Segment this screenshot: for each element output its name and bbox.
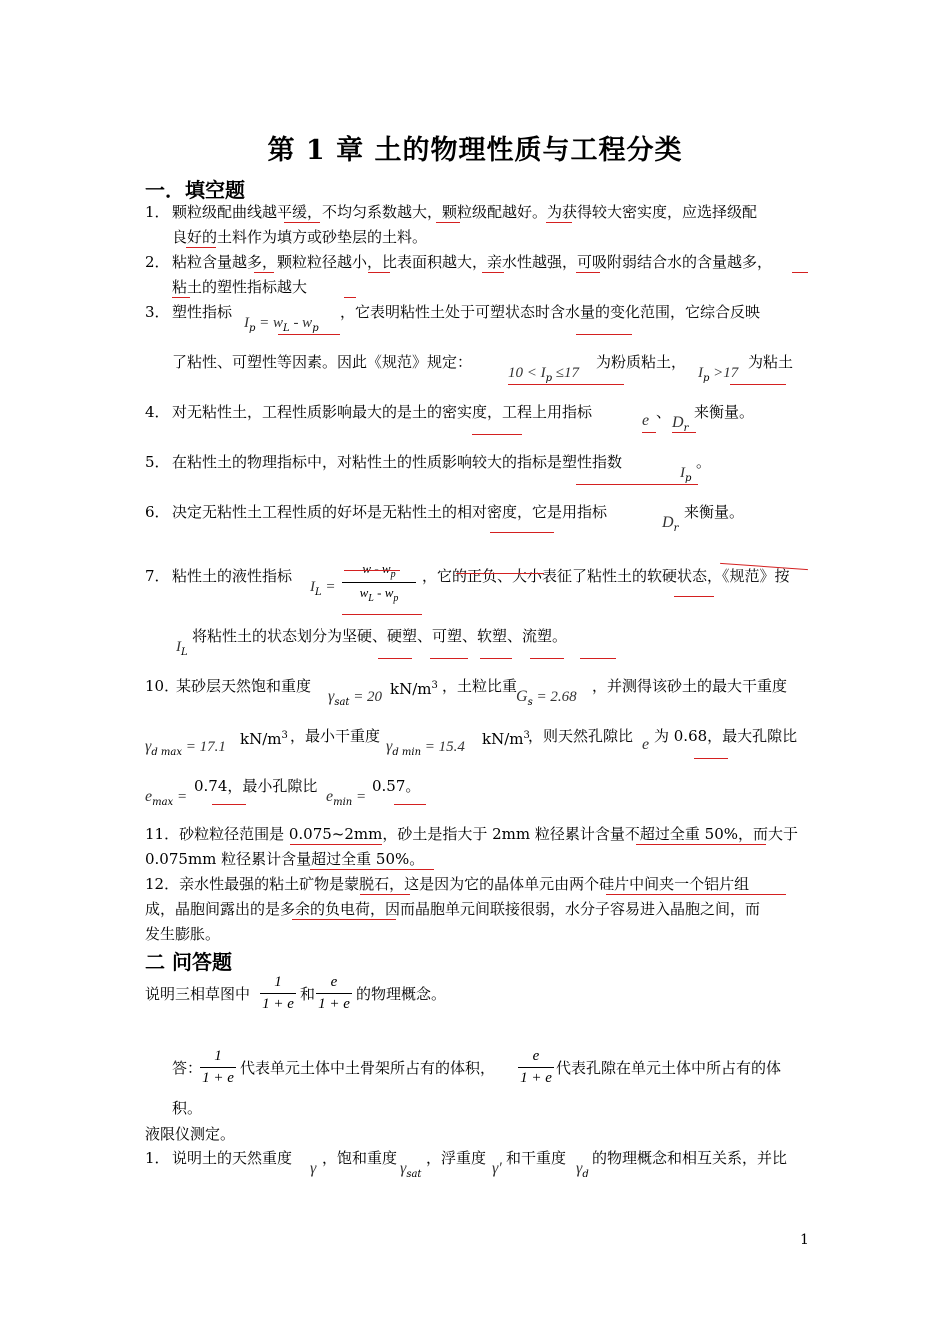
chapter-title: 第 1 章 土的物理性质与工程分类 (267, 135, 683, 166)
unit-weight-symbol: γ (310, 1160, 317, 1177)
answer-underline (378, 658, 412, 659)
q6-number: 6． (145, 503, 170, 521)
q3-text-a: 塑性指标 (172, 303, 233, 321)
q3-number: 3． (145, 303, 170, 321)
q10-specific-gravity: $G_s = 2.68$ (516, 688, 577, 708)
answer-underline (792, 272, 808, 273)
answer-underline (694, 758, 728, 759)
answer-underline (576, 272, 600, 273)
q3-text-b: ，它表明粘性土处于可塑状态时含水量的变化范围，它综合反映 (340, 303, 761, 321)
q1-line1: 颗粒级配曲线越平缓，不均匀系数越大，颗粒级配越好。为获得较大密实度，应选择级配 (172, 203, 758, 221)
q10-unit-1: $kN/m^3$ (390, 680, 438, 698)
q10-text-h: 0.57。 (372, 777, 421, 795)
q10-max-void-ratio: $e_{max}$ = (145, 788, 188, 808)
q5-text-a: 在粘性土的物理指标中，对粘性土的性质影响较大的指标是塑性指数 (172, 453, 623, 471)
answer-underline (368, 272, 390, 273)
q1b-text-e: 的物理概念和相互关系，并比 (592, 1149, 788, 1167)
q3-text-e: 为粘土 (748, 353, 794, 371)
q2-line1: 粘粒含量越多，颗粒粒径越小，比表面积越大，亲水性越强，可吸附弱结合水的含量越多， (172, 253, 773, 271)
q10-unit-3: $kN/m^3$ (482, 730, 530, 748)
q11-line2: 0.075mm 粒径累计含量超过全重 50%。 (145, 850, 425, 868)
strike-line (456, 573, 544, 574)
plasticity-index-formula: $I_p = w_L - w_p$ (244, 315, 319, 334)
q7-liquidity-index: $I_L$ = (310, 579, 336, 598)
q7-index-il: $I_L$ (176, 639, 188, 658)
answer-underline (730, 384, 786, 385)
answer-text-c: 代表孔隙在单元土体中所占有的体 (556, 1059, 782, 1077)
q1b-text-d: 和干重度 (506, 1149, 567, 1167)
q5-number: 5． (145, 453, 170, 471)
saturated-weight-symbol: $\gamma_{sat}$ (400, 1160, 422, 1180)
answer-underline (284, 222, 320, 223)
q10-number: 10． (145, 677, 180, 695)
answer-underline (360, 894, 410, 895)
q11-line1: 11．砂粒粒径范围是 0.075~2mm，砂土是指大于 2mm 粒径累计含量不超过全重 50%，而大于 (145, 825, 798, 843)
answer-underline (636, 844, 766, 845)
q4-index-e: e (642, 412, 650, 429)
answer-underline (430, 658, 468, 659)
qa-text-a: 说明三相草图中 (145, 985, 251, 1003)
answer-underline (186, 247, 216, 248)
q5-plasticity-index: $I_p$ (680, 465, 692, 484)
silty-clay-range-formula: $10 < I_p \le 17$ (508, 365, 580, 384)
q6-text-a: 决定无粘性土工程性质的好坏是无粘性土的相对密度，它是用指标 (172, 503, 608, 521)
q4-sep: 、 (656, 403, 672, 421)
answer-underline (292, 919, 396, 920)
q1-number: 1． (145, 203, 170, 221)
answer-underline (394, 804, 426, 805)
q5-text-b: 。 (696, 453, 712, 471)
answer-underline (342, 614, 422, 615)
fraction-e-over-1pe: e 1 + e (316, 974, 352, 1013)
q10-text-c: ，并测得该砂土的最大干重度 (592, 677, 788, 695)
fraction-1-over-1pe: 1 1 + e (200, 1048, 236, 1087)
strike-line (344, 570, 400, 571)
answer-underline (344, 297, 356, 298)
answer-underline (576, 484, 698, 485)
q2-line2: 粘土的塑性指标越大 (172, 278, 308, 296)
q1b-text-c: ，浮重度 (426, 1149, 487, 1167)
page-number: 1 (800, 1232, 809, 1248)
q12-line3: 发生膨胀。 (145, 925, 221, 943)
answer-text-b: 代表单元土体中土骨架所占有的体积， (240, 1059, 496, 1077)
q10-max-dry-weight: $\gamma_{d max} = 17.1$ (145, 738, 226, 758)
q1b-text-b: ，饱和重度 (322, 1149, 398, 1167)
answer-underline (212, 804, 246, 805)
section-heading-fill-blank: 一．填空题 (145, 178, 245, 202)
qa-and: 和 (300, 985, 316, 1003)
answer-underline (642, 432, 656, 433)
q4-text-a: 对无粘性土，工程性质影响最大的是土的密实度，工程上用指标 (172, 403, 593, 421)
answer-underline (254, 272, 274, 273)
q1-line2: 良好的土料作为填方或砂垫层的土料。 (172, 228, 428, 246)
answer-underline (310, 869, 434, 870)
section-heading-qa: 二 问答题 (145, 950, 232, 974)
liquid-limit-text: 液限仪测定。 (145, 1125, 236, 1143)
fraction-e-over-1pe: e 1 + e (518, 1048, 554, 1087)
q10-text-b: ，土粒比重 (442, 677, 518, 695)
q10-text-a: 某砂层天然饱和重度 (176, 677, 312, 695)
q4-text-b: 来衡量。 (694, 403, 755, 421)
answer-underline (580, 658, 616, 659)
answer-underline (472, 434, 522, 435)
qa-text-b: 的物理概念。 (356, 985, 447, 1003)
q10-text-g: 0.74，最小孔隙比 (194, 777, 318, 795)
q4-index-dr: $D_r$ (672, 414, 689, 434)
answer-underline (672, 432, 696, 433)
answer-underline (576, 334, 632, 335)
answer-underline (290, 844, 382, 845)
q10-void-ratio: e (642, 736, 650, 753)
dry-weight-symbol: $\gamma_d$ (576, 1160, 589, 1180)
q7-text-a: 粘性土的液性指标 (172, 567, 293, 585)
q3-text-c: 了粘性、可塑性等因素。因此《规范》规定： (172, 353, 473, 371)
q10-text-d: ，最小干重度 (290, 727, 381, 745)
q3-text-d: 为粉质粘土， (596, 353, 687, 371)
answer-underline (482, 272, 504, 273)
q12-line1: 12．亲水性最强的粘土矿物是蒙脱石，这是因为它的晶体单元由两个硅片中间夹一个铝片组 (145, 875, 750, 893)
q12-line2: 成，晶胞间露出的是多余的负电荷，因而晶胞单元间联接很弱，水分子容易进入晶胞之间，而 (145, 900, 761, 918)
q10-min-dry-weight: $\gamma_{d min} = 15.4$ (386, 738, 465, 758)
answer-underline (436, 222, 460, 223)
q10-text-e: ，则天然孔隙比 (528, 727, 634, 745)
q1b-number: 1． (145, 1149, 170, 1167)
q7-text-c: 将粘性土的状态划分为坚硬、硬塑、可塑、软塑、流塑。 (192, 627, 568, 645)
answer-underline (546, 222, 572, 223)
fraction-1-over-1pe: 1 1 + e (260, 974, 296, 1013)
answer-underline (480, 658, 512, 659)
answer-text-a: 答： (172, 1059, 203, 1077)
answer-underline (530, 658, 564, 659)
answer-underline (674, 596, 714, 597)
clay-range-formula: $I_p >17$ (698, 365, 739, 384)
q1b-text-a: 说明土的天然重度 (172, 1149, 293, 1167)
q10-saturated-weight: $\gamma_{sat} = 20$ (328, 688, 383, 708)
answer-underline (606, 894, 786, 895)
answer-underline (490, 532, 554, 533)
buoyant-weight-symbol: γ′ (492, 1160, 502, 1177)
q7-number: 7． (145, 567, 170, 585)
q10-min-void-ratio: $e_{min}$ = (326, 788, 367, 808)
answer-underline (172, 297, 190, 298)
q6-text-b: 来衡量。 (684, 503, 745, 521)
q10-unit-2: $kN/m^3$ (240, 730, 288, 748)
q10-text-f: 为 0.68，最大孔隙比 (654, 727, 798, 745)
answer-underline (278, 334, 340, 335)
q2-number: 2． (145, 253, 170, 271)
answer-underline (508, 384, 624, 385)
q7-text-b: ，它的正负、大小表征了粘性土的软硬状态，《规范》按 (422, 567, 790, 585)
liquidity-index-fraction: w - $w_p$ $w_L - w_p$ (342, 561, 416, 604)
q6-index-dr: $D_r$ (662, 514, 679, 534)
answer-text-d: 积。 (172, 1099, 203, 1117)
q4-number: 4． (145, 403, 170, 421)
